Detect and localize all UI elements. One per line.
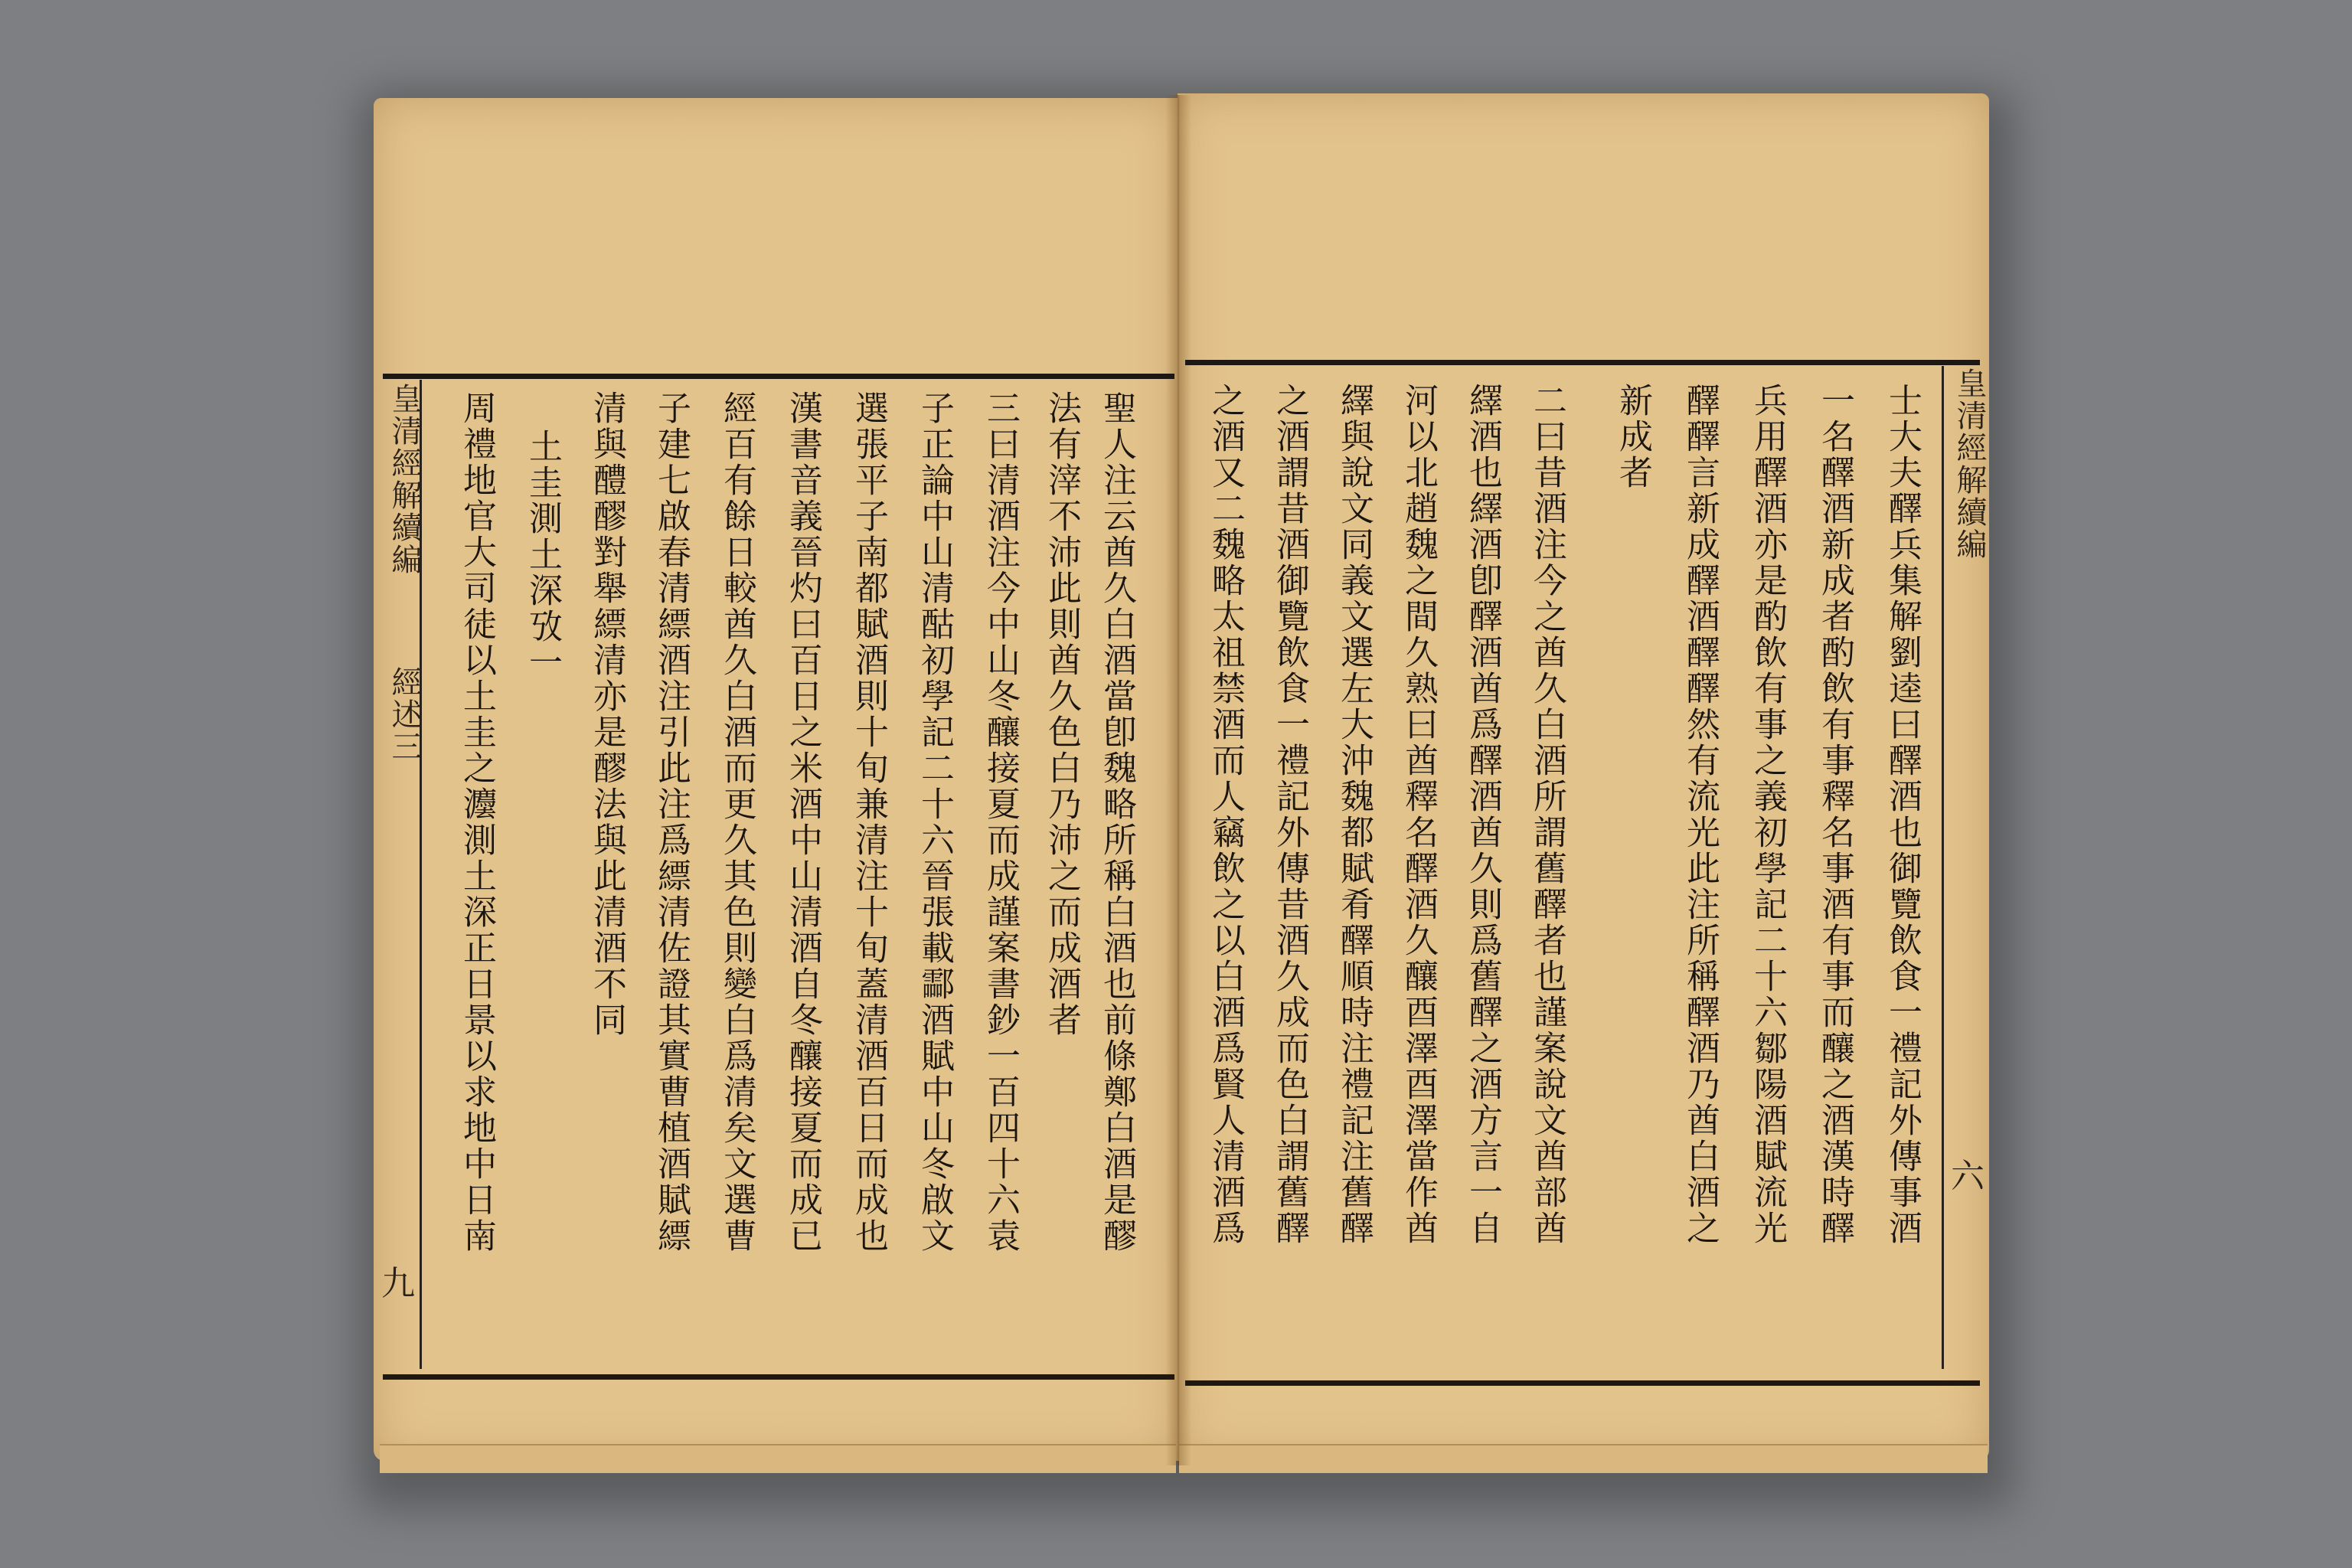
left-margin-title: 皇清經解續編	[387, 383, 422, 576]
left-text-column: 聖人注云酋久白酒當卽魏略所稱白酒也前條鄭白酒是醪	[1097, 390, 1136, 1254]
right-text-column: 河以北趙魏之間久熟曰酋釋名醳酒久釀酉澤酉澤當作酋	[1399, 383, 1438, 1246]
left-text-column: 經百有餘日較酋久白酒而更久其色則變白爲清矣文選曹	[717, 390, 756, 1254]
right-text-column: 之酒謂昔酒御覽飲食一禮記外傳昔酒久成而色白謂舊醳	[1270, 383, 1309, 1246]
left-text-column: 漢書音義晉灼曰百日之米酒中山清酒自冬釀接夏而成已	[783, 390, 822, 1254]
right-margin-rule	[1942, 366, 1944, 1369]
right-text-column: 之酒又二魏略太祖禁酒而人竊飲之以白酒爲賢人清酒爲	[1206, 383, 1245, 1246]
left-margin-section: 經述三	[387, 666, 422, 763]
right-text-column: 一名醳酒新成者酌飲有事釋名事酒有事而釀之酒漢時醳	[1815, 383, 1854, 1246]
right-text-column: 士大夫醳兵集解劉逵曰醳酒也御覽飲食一禮記外傳事酒	[1883, 383, 1922, 1246]
left-page-edge	[380, 1444, 1176, 1473]
right-text-column: 繹與說文同義文選左大沖魏都賦肴醳順時注禮記注舊醳	[1334, 383, 1374, 1246]
left-folio-number: 九	[381, 1264, 415, 1303]
left-text-column: 清與醴醪對舉縹清亦是醪法與此清酒不同	[587, 390, 626, 1038]
right-text-column: 繹酒也繹酒卽醳酒酋爲醳酒酋久則爲舊醳之酒方言一自	[1463, 383, 1502, 1246]
right-text-column: 醳醳言新成醳酒醳醳然有流光此注所稱醳酒乃酋白酒之	[1681, 383, 1720, 1246]
right-margin-title: 皇清經解續編	[1952, 368, 1987, 560]
right-text-column: 新成者	[1613, 383, 1652, 491]
left-text-column: 選張平子南都賦酒則十旬兼清注十旬蓋清酒百日而成也	[849, 390, 888, 1254]
left-text-column: 法有滓不沛此則酋久色白乃沛之而成酒者	[1042, 390, 1081, 1038]
section-heading: 土圭測土深攷一	[523, 429, 562, 681]
left-text-column: 子建七啟春清縹酒注引此注爲縹清佐證其實曹植酒賦縹	[652, 390, 691, 1254]
right-page-edge	[1179, 1444, 1988, 1473]
left-text-column: 三曰清酒注今中山冬釀接夏而成謹案書鈔一百四十六袁	[981, 390, 1020, 1254]
right-text-column: 兵用醳酒亦是酌飲有事之義初學記二十六鄒陽酒賦流光	[1748, 383, 1787, 1246]
right-text-column: 二曰昔酒注今之酋久白酒所謂舊醳者也謹案說文酋部酋	[1527, 383, 1566, 1246]
left-text-column: 周禮地官大司徒以土圭之灋測土深正日景以求地中日南	[457, 390, 496, 1254]
right-folio-number: 六	[1951, 1157, 1984, 1196]
left-text-column: 子正論中山清酤初學記二十六晉張載酃酒賦中山冬啟文	[915, 390, 954, 1254]
